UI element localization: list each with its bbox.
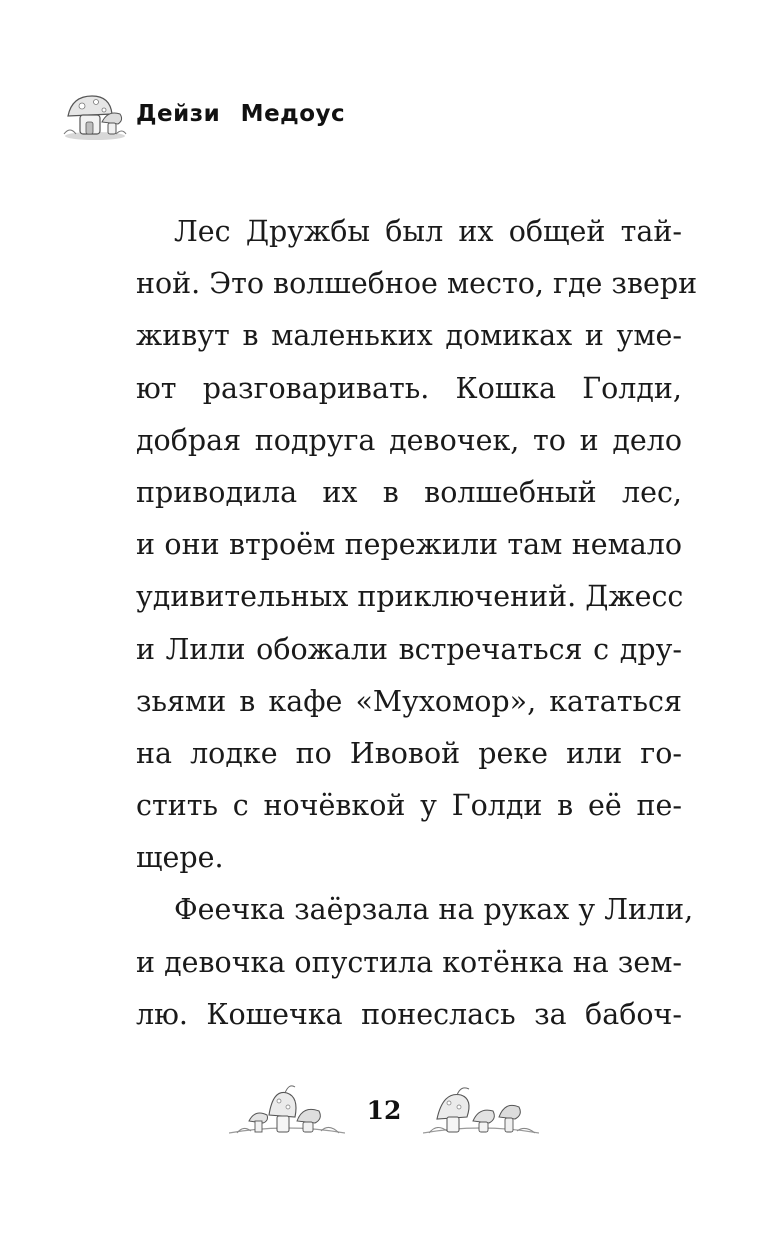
text-line: и девочка опустила котёнка на зем- xyxy=(136,945,682,979)
running-header xyxy=(62,84,345,144)
text-line: на лодке по Ивовой реке или го- xyxy=(136,736,682,770)
mushroom-house-icon xyxy=(62,86,128,142)
paragraph xyxy=(136,884,694,1041)
text-line: удивительных приключений. Джесс xyxy=(136,580,684,614)
page-number: 12 xyxy=(366,1095,402,1125)
text-line: живут в маленьких домиках и уме- xyxy=(136,319,682,353)
mushroom-ornament-icon xyxy=(423,1081,539,1139)
text-line: стить с ночёвкой у Голди в её пе- xyxy=(136,789,682,823)
text-line: добрая подруга девочек, то и дело xyxy=(136,423,682,457)
text-line: ют разговаривать. Кошка Голди, xyxy=(136,371,682,405)
body-text xyxy=(136,206,698,1041)
text-line: Лес Дружбы был их общей тай- xyxy=(174,215,682,248)
text-line: Феечка заёрзала на руках у Лили, xyxy=(174,893,694,927)
text-line: и Лили обожали встречаться с дру- xyxy=(136,632,682,666)
text-line: зьями в кафе «Мухомор», кататься xyxy=(136,684,682,718)
text-line: и они втроём пережили там немало xyxy=(136,528,682,562)
text-line: приводила их в волшебный лес, xyxy=(136,475,682,509)
text-line: щере. xyxy=(136,841,224,875)
text-line: лю. Кошечка понеслась за бабоч- xyxy=(136,997,682,1031)
author-name: Дейзи Медоус xyxy=(136,101,346,127)
mushroom-ornament-icon xyxy=(229,1081,345,1139)
page-footer xyxy=(0,1078,768,1142)
text-line: ной. Это волшебное место, где звери xyxy=(136,267,698,301)
paragraph xyxy=(136,206,698,884)
